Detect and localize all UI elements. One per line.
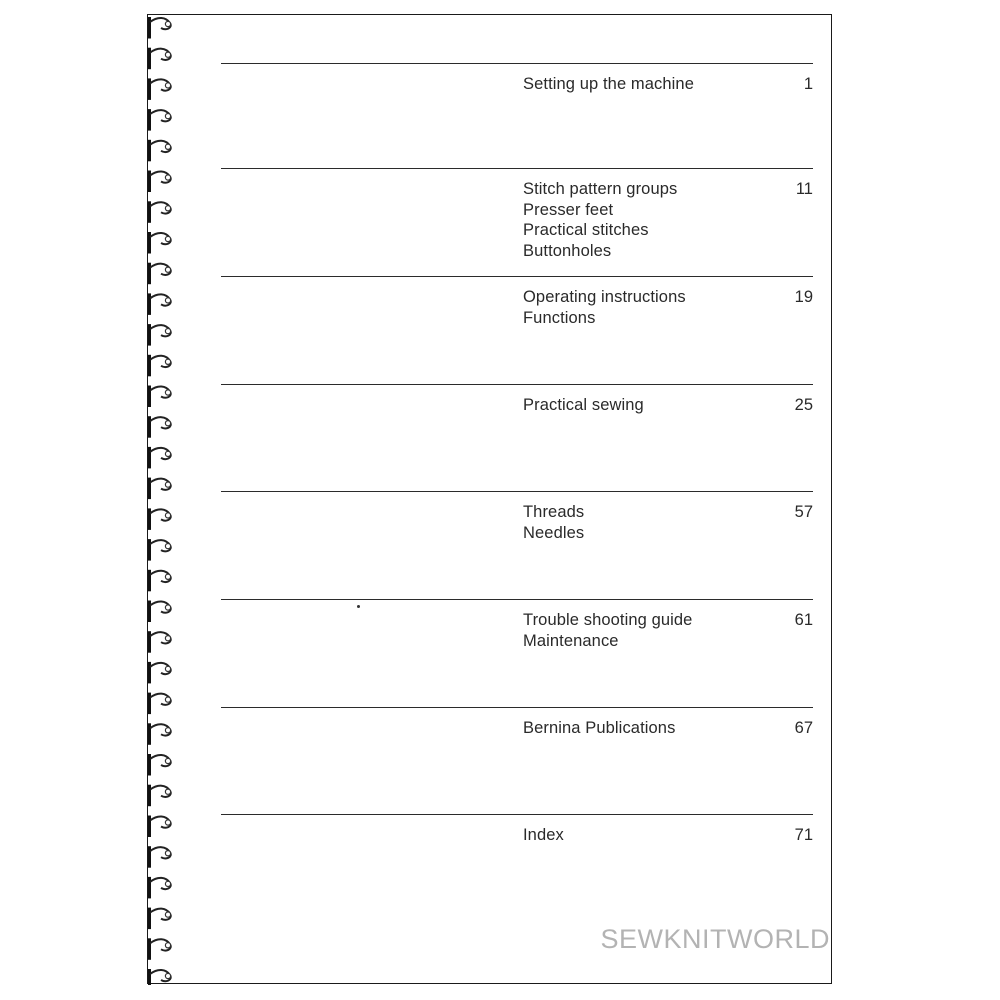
toc-page-number: 1 <box>803 75 813 93</box>
toc-entry: Functions <box>523 308 596 327</box>
print-speck <box>357 605 360 608</box>
section-entries <box>523 395 753 416</box>
toc-section <box>221 168 813 268</box>
toc-entry: Buttonholes <box>523 241 612 260</box>
toc-section <box>221 384 813 484</box>
toc-page-number: 67 <box>794 719 813 737</box>
toc-entry: Trouble shooting guide <box>523 611 693 629</box>
section-entries <box>523 718 753 739</box>
section-entries <box>523 74 753 95</box>
toc-page-number: 71 <box>794 826 813 844</box>
toc-section <box>221 276 813 376</box>
toc-entry: Index <box>523 826 564 844</box>
toc-entry: Practical sewing <box>523 396 644 414</box>
toc-entry: Practical stitches <box>523 221 649 239</box>
toc-entry: Stitch pattern groups <box>523 180 678 198</box>
toc-entry: Operating instructions <box>523 288 686 306</box>
section-divider <box>221 491 813 492</box>
section-entries <box>523 179 753 261</box>
toc-section <box>221 707 813 807</box>
toc-entry: Threads <box>523 503 585 521</box>
toc-page-number: 19 <box>794 288 813 306</box>
toc-entry: Needles <box>523 523 585 542</box>
section-divider <box>221 384 813 385</box>
toc-page-number: 61 <box>794 611 813 629</box>
section-entries <box>523 502 753 543</box>
section-entries <box>523 287 753 328</box>
section-entries <box>523 825 753 846</box>
toc-section <box>221 63 813 163</box>
toc-section <box>221 491 813 591</box>
section-entries <box>523 610 753 651</box>
section-divider <box>221 707 813 708</box>
toc-entry: Setting up the machine <box>523 75 694 93</box>
toc-entry: Presser feet <box>523 200 614 219</box>
toc-section <box>221 814 813 914</box>
toc-entry: Bernina Publications <box>523 719 676 737</box>
toc-page-number: 25 <box>794 396 813 414</box>
toc-page-number: 57 <box>794 503 813 521</box>
section-divider <box>221 814 813 815</box>
section-divider <box>221 599 813 600</box>
watermark: SEWKNITWORLD <box>600 924 830 954</box>
toc-section <box>221 599 813 699</box>
toc-page-number: 11 <box>795 180 813 198</box>
section-divider <box>221 168 813 169</box>
section-divider <box>221 276 813 277</box>
toc-entry: Maintenance <box>523 631 619 650</box>
section-divider <box>221 63 813 64</box>
